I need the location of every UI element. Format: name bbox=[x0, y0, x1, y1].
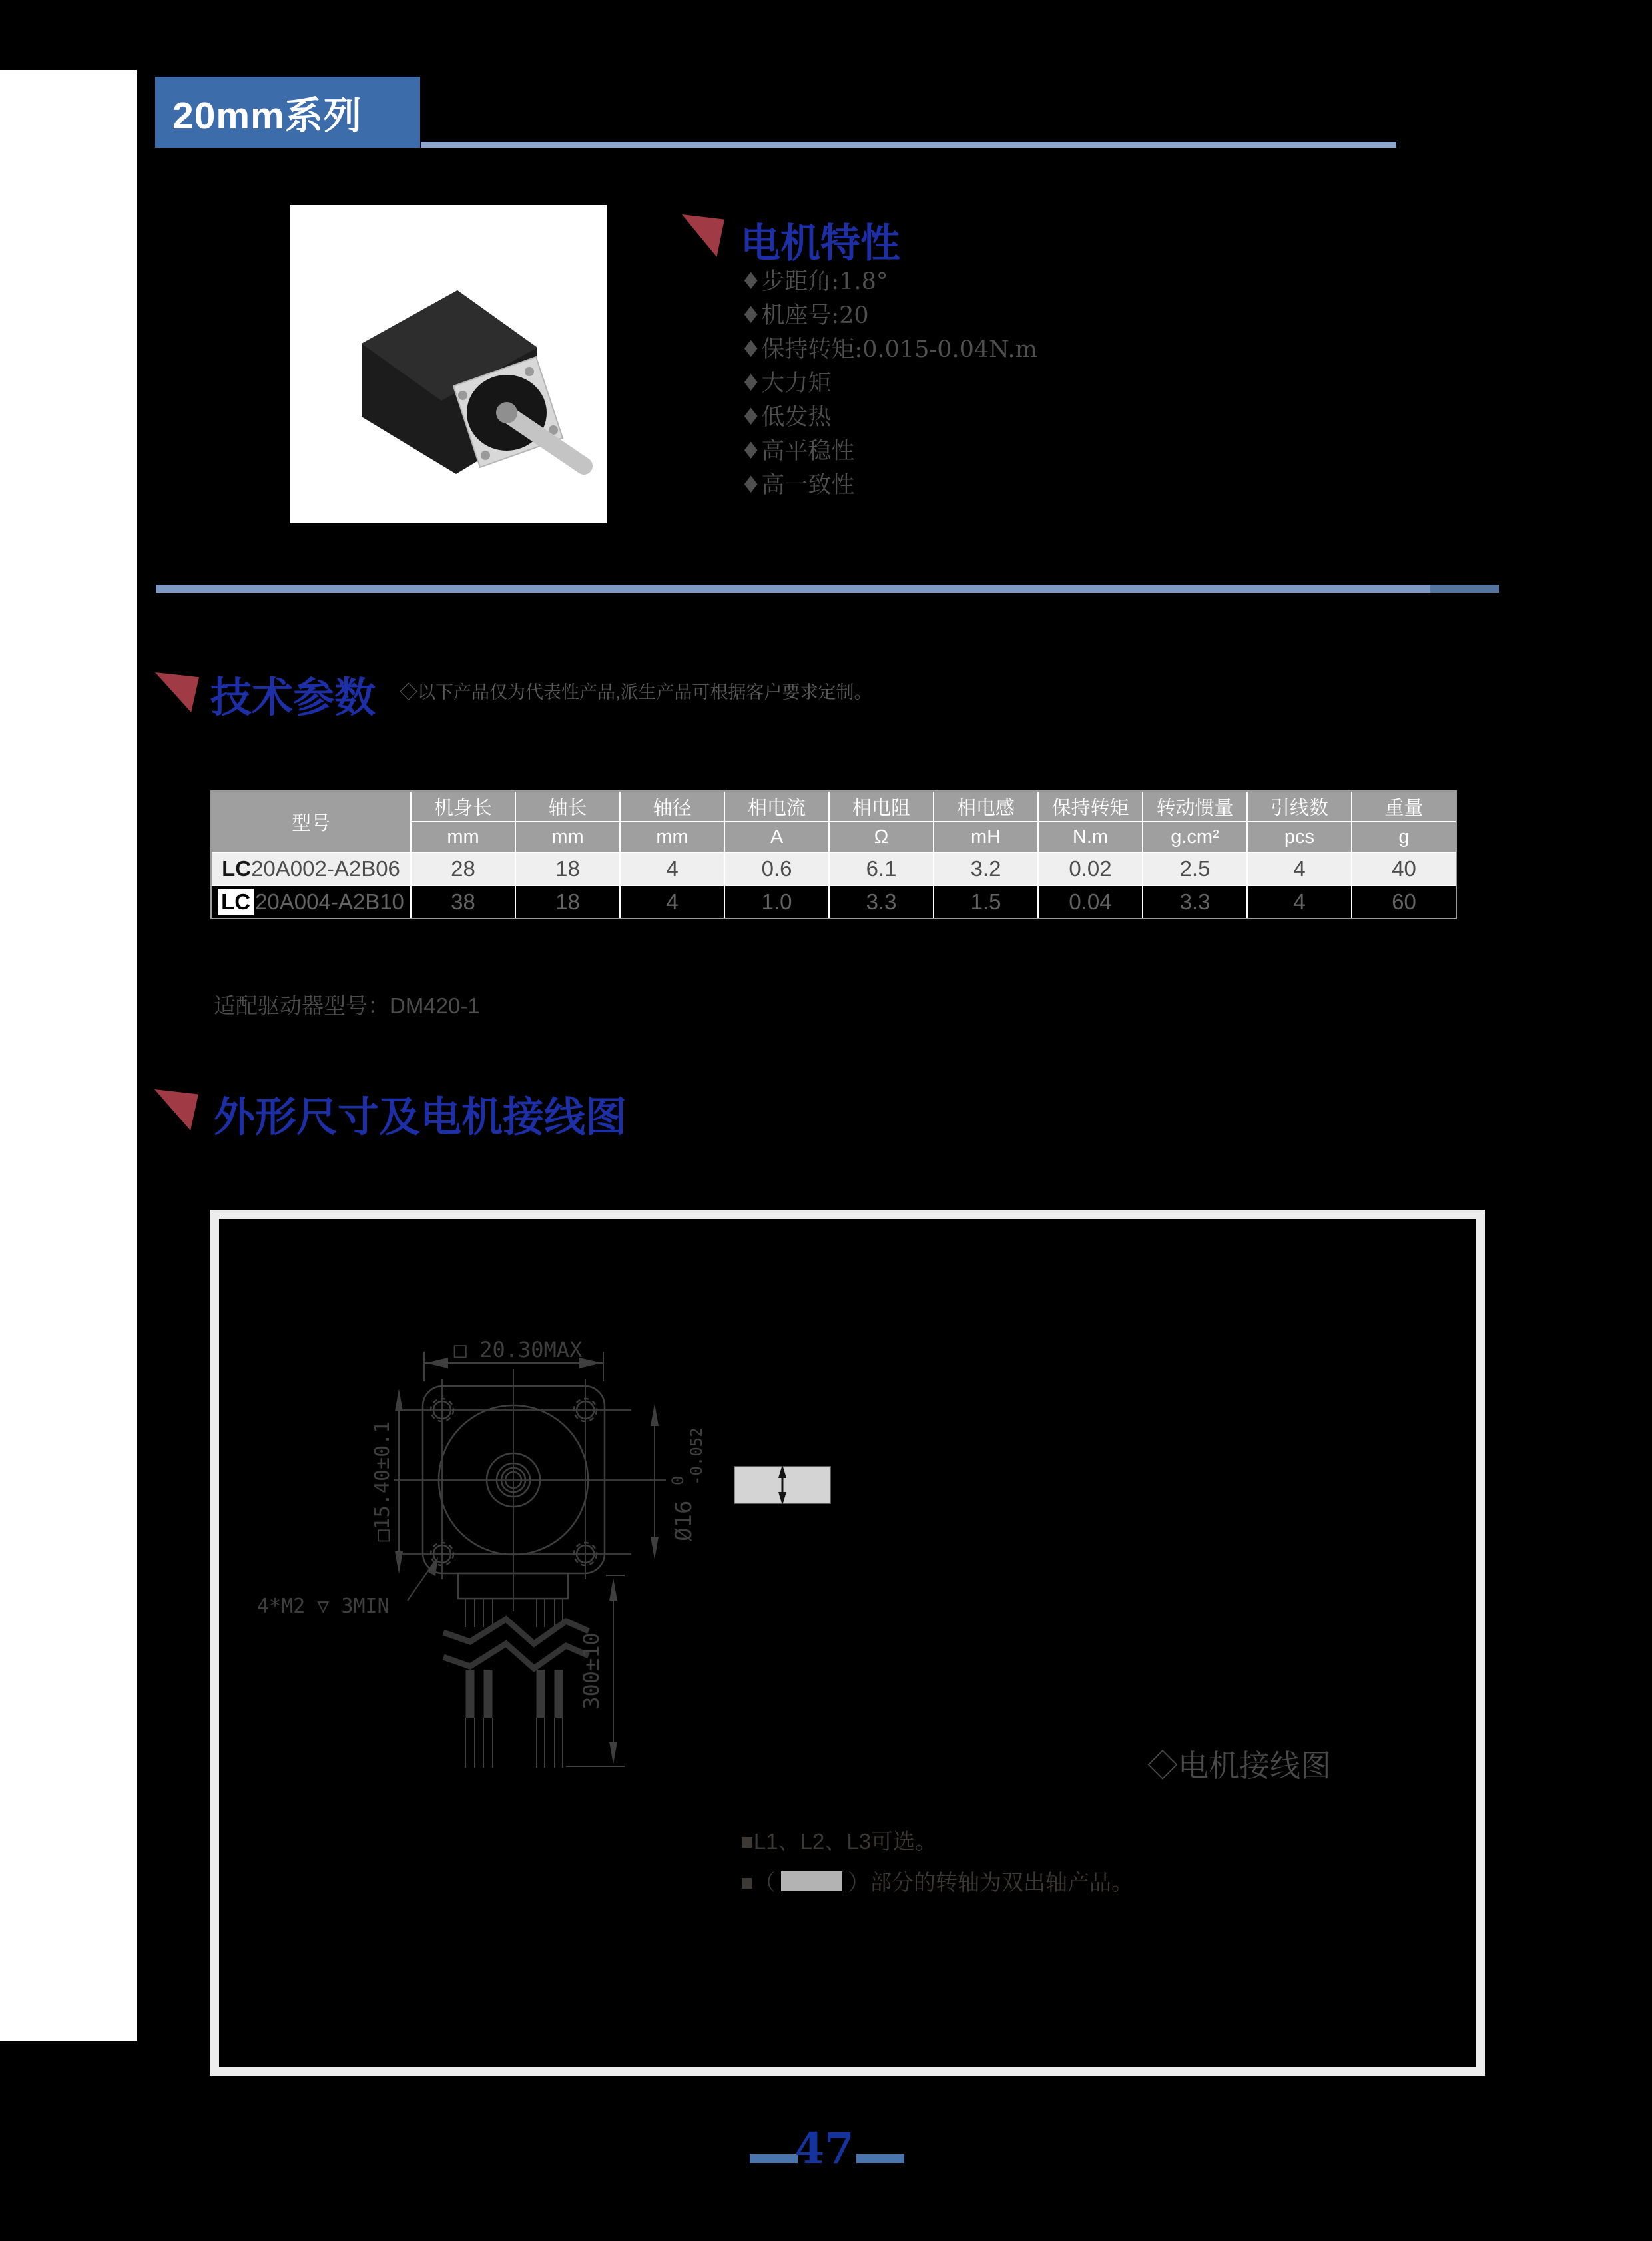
note-dual-shaft-prefix: ■（ bbox=[740, 1870, 776, 1895]
col-header: 轴径 bbox=[621, 792, 724, 821]
unit-cell: g.cm² bbox=[1143, 822, 1246, 852]
model-prefix: LC bbox=[218, 889, 254, 915]
feature-item: ♦高平稳性 bbox=[740, 438, 855, 465]
dim-left-label: □15.40±0.1 bbox=[371, 1421, 394, 1542]
spec-value: 3.3 bbox=[830, 886, 933, 918]
product-photo bbox=[290, 205, 607, 523]
side-view-fragment bbox=[734, 1465, 830, 1505]
outline-title: 外形尺寸及电机接线图 bbox=[214, 1095, 627, 1140]
unit-cell: g bbox=[1352, 822, 1456, 852]
feature-item: ♦保持转矩:0.015-0.04N.m bbox=[740, 336, 1037, 363]
spec-value: 18 bbox=[516, 886, 619, 918]
spec-value: 1.5 bbox=[934, 886, 1037, 918]
spec-value: 18 bbox=[516, 853, 619, 885]
col-header: 相电阻 bbox=[830, 792, 933, 821]
model-rest: 20A004-A2B10 bbox=[255, 889, 404, 914]
screw-hole bbox=[458, 391, 467, 400]
col-header: 转动惯量 bbox=[1143, 792, 1246, 821]
unit-cell: N.m bbox=[1039, 822, 1142, 852]
page-number: 47 bbox=[794, 2124, 854, 2174]
shaft-hub bbox=[496, 402, 517, 423]
unit-cell: pcs bbox=[1248, 822, 1351, 852]
spec-value: 4 bbox=[1248, 886, 1351, 918]
unit-cell: mm bbox=[516, 822, 619, 852]
dim-right-tol-lower: -0.052 bbox=[687, 1427, 706, 1485]
col-header: 相电感 bbox=[934, 792, 1037, 821]
screw-hole bbox=[481, 451, 490, 460]
shaft-swatch bbox=[781, 1871, 842, 1891]
model-cell bbox=[212, 853, 410, 885]
section-divider-bar-end bbox=[1430, 585, 1499, 593]
spec-value: 2.5 bbox=[1143, 853, 1246, 885]
spec-value: 0.6 bbox=[725, 853, 828, 885]
dim-lead-length-label: 300±10 bbox=[579, 1632, 604, 1710]
stepper-motor-image bbox=[290, 205, 607, 523]
spec-value: 4 bbox=[621, 853, 724, 885]
feature-item: ♦步距角:1.8° bbox=[740, 268, 888, 295]
col-header: 引线数 bbox=[1248, 792, 1351, 821]
dim-top-label: □ 20.30MAX bbox=[453, 1337, 583, 1362]
spec-value: 40 bbox=[1352, 853, 1456, 885]
dimension-drawing bbox=[219, 1219, 1476, 2067]
motor-leads bbox=[443, 1573, 589, 1768]
features-list bbox=[740, 265, 1037, 503]
spec-value: 38 bbox=[412, 886, 515, 918]
model-cell bbox=[212, 886, 410, 918]
feature-item: ♦大力矩 bbox=[740, 370, 832, 397]
wiring-diagram-label: ◇电机接线图 bbox=[1147, 1748, 1331, 1783]
unit-cell: mm bbox=[412, 822, 515, 852]
spec-value: 3.2 bbox=[934, 853, 1037, 885]
model-prefix: LC bbox=[222, 856, 252, 881]
spec-value: 1.0 bbox=[725, 886, 828, 918]
note-dual-shaft-suffix: ）部分的转轴为双出轴产品。 bbox=[847, 1870, 1133, 1895]
unit-cell: mH bbox=[934, 822, 1037, 852]
motor-front-view bbox=[394, 1352, 666, 1768]
col-header: 重量 bbox=[1352, 792, 1456, 821]
unit-cell: Ω bbox=[830, 822, 933, 852]
spec-value: 0.02 bbox=[1039, 853, 1142, 885]
feature-item: ♦高一致性 bbox=[740, 472, 855, 499]
features-title: 电机特性 bbox=[740, 221, 900, 266]
page-number-dash bbox=[856, 2154, 904, 2163]
dimension-drawing-box bbox=[210, 1210, 1485, 2076]
section-marker-triangle bbox=[154, 1089, 198, 1130]
feature-item: ♦低发热 bbox=[740, 404, 832, 431]
unit-cell: A bbox=[725, 822, 828, 852]
dim-holes-label: 4*M2 ▽ 3MIN bbox=[257, 1595, 390, 1618]
spec-value: 28 bbox=[412, 853, 515, 885]
section-divider-bar bbox=[156, 585, 1430, 593]
left-margin-strip bbox=[0, 70, 137, 2041]
screw-hole bbox=[525, 367, 534, 376]
header-underline bbox=[421, 142, 1396, 148]
specs-note: ◇以下产品仅为代表性产品,派生产品可根据客户要求定制。 bbox=[400, 682, 872, 702]
model-rest: 20A002-A2B06 bbox=[251, 856, 400, 881]
col-header: 轴长 bbox=[516, 792, 619, 821]
spec-value: 3.3 bbox=[1143, 886, 1246, 918]
col-header: 机身长 bbox=[412, 792, 515, 821]
dim-right-main: Ø16 bbox=[671, 1500, 697, 1541]
driver-note: 适配驱动器型号：DM420-1 bbox=[214, 993, 480, 1018]
spec-value: 4 bbox=[621, 886, 724, 918]
note-l-options: ■L1、L2、L3可选。 bbox=[740, 1829, 938, 1854]
spec-value: 4 bbox=[1248, 853, 1351, 885]
col-header: 相电流 bbox=[725, 792, 828, 821]
spec-value: 0.04 bbox=[1039, 886, 1142, 918]
section-marker-triangle bbox=[682, 214, 724, 257]
spec-value: 6.1 bbox=[830, 853, 933, 885]
feature-item: ♦机座号:20 bbox=[740, 302, 869, 329]
spec-value: 60 bbox=[1352, 886, 1456, 918]
series-badge-label: 20mm系列 bbox=[172, 94, 362, 137]
col-header-model: 型号 bbox=[212, 792, 410, 852]
specs-title: 技术参数 bbox=[210, 675, 376, 721]
spec-table bbox=[210, 790, 1457, 919]
dim-right-label bbox=[669, 1427, 706, 1541]
series-badge bbox=[155, 77, 420, 148]
dim-right-tol-upper: 0 bbox=[669, 1475, 687, 1485]
note-dual-shaft bbox=[740, 1866, 1133, 1897]
col-header: 保持转矩 bbox=[1039, 792, 1142, 821]
section-marker-triangle bbox=[155, 672, 199, 712]
unit-cell: mm bbox=[621, 822, 724, 852]
